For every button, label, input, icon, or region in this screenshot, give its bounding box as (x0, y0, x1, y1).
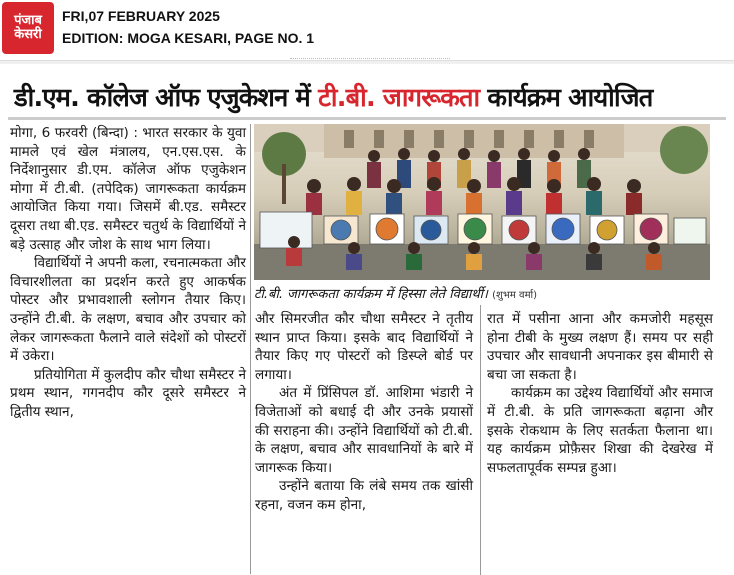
headline-divider (8, 117, 726, 120)
article-column-2 (255, 310, 473, 515)
students-with-posters-illustration (254, 124, 710, 280)
article-column-1 (10, 124, 246, 422)
edition-date: FRI,07 FEBRUARY 2025 (62, 8, 220, 24)
photo-credit: (शुभम वर्मा) (492, 290, 538, 301)
edition-info: EDITION: MOGA KESARI, PAGE NO. 1 (62, 30, 315, 46)
paragraph: विद्यार्थियों ने अपनी कला, रचनात्मकता और विचारशीलता का प्रदर्शन करते हुए आकर्षक पोस्टर और प्रभावशाली स्लोगन तैयार किए। उन्होंने टी.बी. के लक्षण, बचाव और उपचार को लेकर जागरूकता फैलाने वाले संदेशों को पोस्टरों में उकेरा। (10, 255, 246, 365)
paragraph: और सिमरजीत कौर चौथा समैस्टर ने तृतीय स्थान प्राप्त किया। इसके बाद विद्यार्थियों ने तैयार किए गए पोस्टरों को डिस्प्ले बोर्ड पर लगाया। (255, 311, 473, 383)
divider-dots (290, 56, 450, 59)
caption-text: टी.बी. जागरूकता कार्यक्रम में हिस्सा लेते विद्यार्थी। (254, 287, 488, 302)
column-divider (250, 124, 251, 574)
headline-highlight: टी.बी. जागरूकता (318, 83, 480, 113)
headline-part-2: कार्यक्रम आयोजित (479, 83, 653, 113)
paragraph: प्रतियोगिता में कुलदीप कौर चौथा समैस्टर ने प्रथम स्थान, गगनदीप कौर दूसरे समैस्टर ने द्वितीय स्थान, (10, 366, 246, 420)
paragraph: उन्होंने बताया कि लंबे समय तक खांसी रहना, वजन कम होना, (255, 478, 473, 513)
masthead-divider (0, 60, 734, 64)
paragraph: रात में पसीना आना और कमजोरी महसूस होना टीबी के मुख्य लक्षण हैं। समय पर सही उपचार और सावधानी अपनाकर इस बीमारी से बचा जा सकता है। (487, 311, 713, 383)
photo-caption (254, 284, 722, 302)
punjab-kesari-logo (2, 2, 54, 54)
headline-part-1: डी.एम. कॉलेज ऑफ एजुकेशन में (14, 83, 319, 113)
column-divider (480, 305, 481, 575)
article-photo (254, 124, 710, 280)
article-column-3 (487, 310, 713, 477)
paragraph: अंत में प्रिंसिपल डॉ. आशिमा भंडारी ने विजेताओं को बधाई दी और उनके प्रयासों की सराहना की। उन्होंने विद्यार्थियों को टी.बी. के लक्षण, बचाव और सावधानियों के बारे में जागरूक किया। (255, 385, 473, 476)
paragraph: कार्यक्रम का उद्देश्य विद्यार्थियों और समाज में टी.बी. के प्रति जागरूकता बढ़ाना और इसके रोकथाम के लिए सतर्कता फैलाना था। यह कार्यक्रम प्रोफ़ैसर शिखा की देखरेख में सफलतापूर्वक सम्पन्न हुआ। (487, 385, 713, 476)
logo-line-2: केसरी (14, 27, 42, 42)
logo-line-1: पंजाब (14, 13, 42, 29)
paragraph: मोगा, 6 फरवरी (बिन्दा) : भारत सरकार के युवा मामले एवं खेल मंत्रालय, एन.एस.एस. के निर्देशानुसार डी.एम. कॉलेज ऑफ एजुकेशन मोगा में टी.बी. (तपेदिक) जागरूकता कार्यक्रम आयोजित किया गया। जिसमें बी.एड. समैस्टर दूसरा तथा बी.एड. समैस्टर चतुर्थ के विद्यार्थियों ने बड़े उत्साह और जोश के साथ भाग लिया। (10, 125, 246, 253)
article-headline (14, 80, 726, 114)
